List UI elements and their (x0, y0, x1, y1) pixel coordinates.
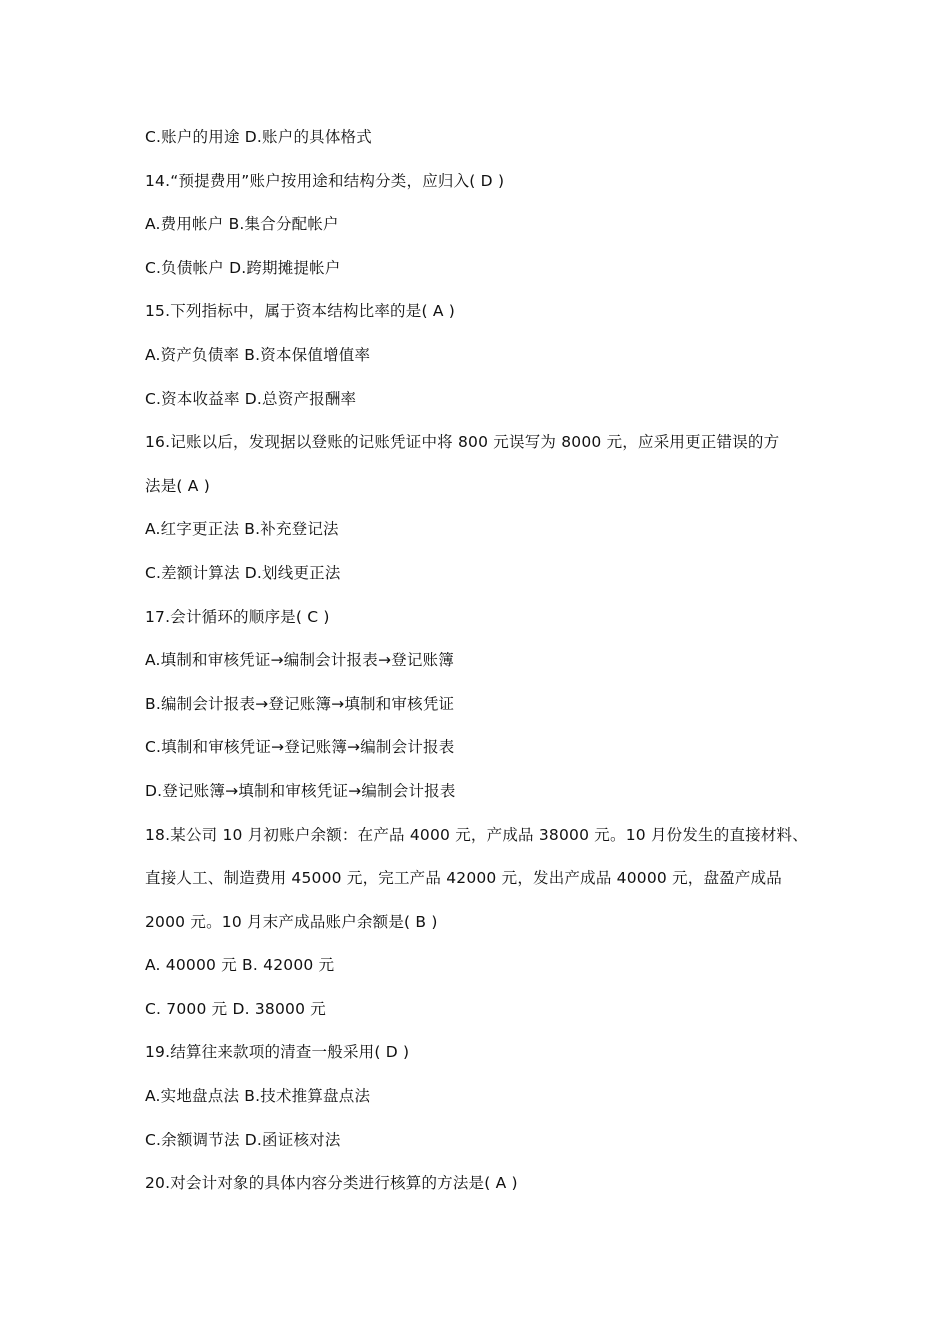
text-line: D.登记账簿→填制和审核凭证→编制会计报表 (145, 781, 456, 800)
text-line: 2000 元。10 月末产成品账户余额是( B ) (145, 912, 438, 931)
text-line: 17.会计循环的顺序是( C ) (145, 607, 330, 626)
text-line: C.负债帐户 D.跨期摊提帐户 (145, 258, 341, 277)
text-line: 16.记账以后，发现据以登账的记账凭证中将 800 元误写为 8000 元，应采用更正错误的方 (145, 433, 780, 452)
text-line: A.费用帐户 B.集合分配帐户 (145, 215, 339, 234)
text-line: A. 40000 元 B. 42000 元 (145, 956, 335, 975)
text-line: A.红字更正法 B.补充登记法 (145, 520, 339, 539)
text-line: A.资产负债率 B.资本保值增值率 (145, 345, 371, 364)
text-line: 20.对会计对象的具体内容分类进行核算的方法是( A ) (145, 1174, 518, 1193)
text-line: 18.某公司 10 月初账户余额：在产品 4000 元，产成品 38000 元。10 月份发生的直接材料、 (145, 825, 808, 844)
text-line: 法是( A ) (145, 476, 210, 495)
text-line: C.差额计算法 D.划线更正法 (145, 563, 341, 582)
text-line: C. 7000 元 D. 38000 元 (145, 999, 327, 1018)
text-line: C.资本收益率 D.总资产报酬率 (145, 389, 357, 408)
text-line: A.填制和审核凭证→编制会计报表→登记账簿 (145, 651, 454, 670)
text-line: 19.结算往来款项的清查一般采用( D ) (145, 1043, 410, 1062)
question-text (145, 125, 825, 1215)
text-line: C.账户的用途 D.账户的具体格式 (145, 128, 372, 146)
text-line: C.余额调节法 D.函证核对法 (145, 1130, 341, 1149)
text-line: 15.下列指标中，属于资本结构比率的是( A ) (145, 302, 456, 321)
text-line: A.实地盘点法 B.技术推算盘点法 (145, 1087, 371, 1106)
text-line: C.填制和审核凭证→登记账簿→编制会计报表 (145, 738, 455, 757)
text-line: B.编制会计报表→登记账簿→填制和审核凭证 (145, 694, 455, 713)
text-line: 直接人工、制造费用 45000 元，完工产品 42000 元，发出产成品 40000 元，盘盈产成品 (145, 869, 782, 888)
text-line: 14.“预提费用”账户按用途和结构分类，应归入( D ) (145, 171, 505, 190)
